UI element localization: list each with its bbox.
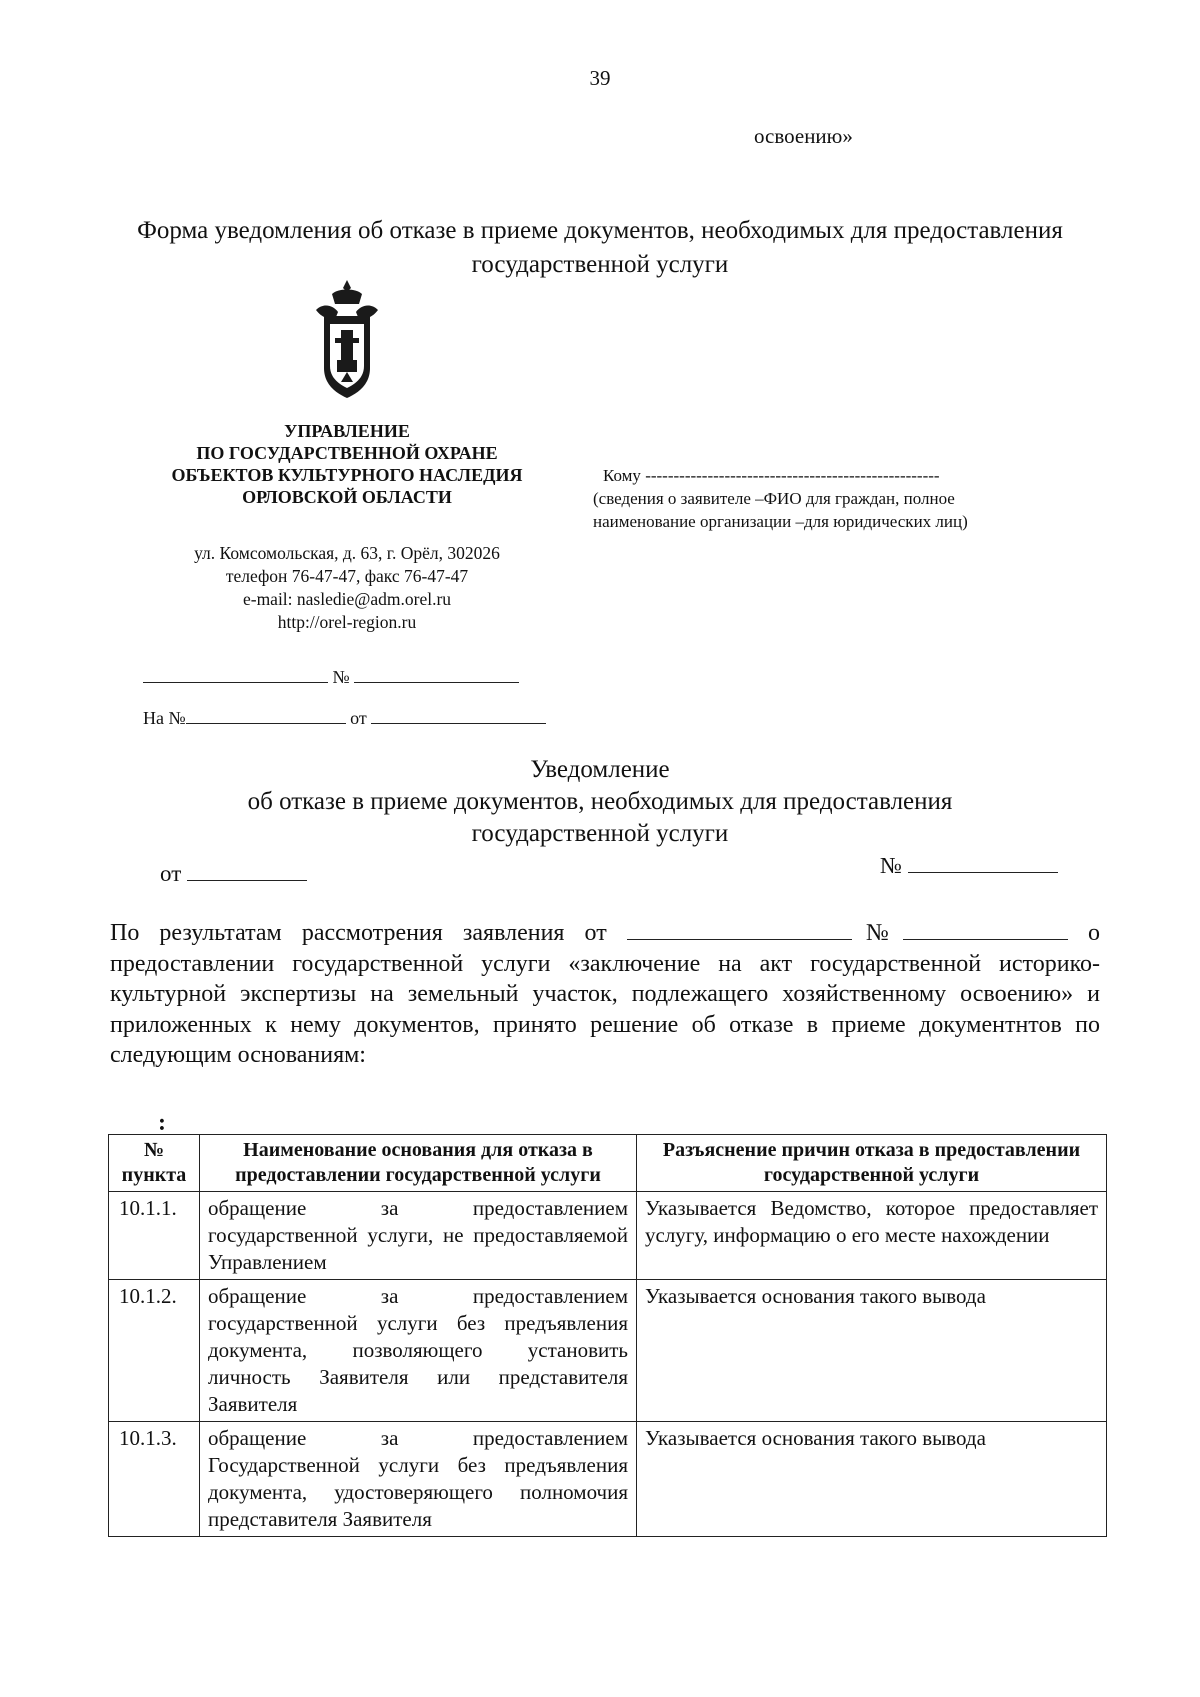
coat-of-arms-emblem — [304, 276, 390, 404]
row-reason: Указывается Ведомство, которое предоставляет услугу, информацию о его месте нахождении — [637, 1192, 1107, 1280]
row-item-number: 10.1.2. — [109, 1280, 200, 1422]
registration-line — [143, 666, 519, 688]
table-header-row — [109, 1135, 1107, 1192]
row-reason: Указывается основания такого вывода — [637, 1280, 1107, 1422]
table-row — [109, 1422, 1107, 1537]
notice-subtitle: государственной услуги — [471, 820, 729, 847]
recipient-dashes: ---------------------------------------------------- — [645, 466, 940, 485]
row-ground: обращение за предоставлением государственной услуги, не предоставляемой Управлением — [200, 1192, 637, 1280]
outgoing-no-label: № — [332, 667, 350, 687]
authority-email: e-mail: nasledie@adm.orel.ru — [242, 589, 452, 609]
form-title: Форма уведомления об отказе в приеме документов, необходимых для предоставления государственной услуги — [137, 217, 1063, 278]
application-date-blank — [627, 919, 852, 940]
table-row — [109, 1192, 1107, 1280]
reply-date-blank — [371, 707, 546, 724]
reply-line — [143, 707, 546, 729]
authority-contacts — [132, 542, 562, 634]
outgoing-date-blank — [143, 666, 328, 683]
authority-line: ПО ГОСУДАРСТВЕННОЙ ОХРАНЕ — [196, 443, 498, 463]
previous-page-continuation: освоению» — [754, 124, 853, 148]
authority-line: ОБЪЕКТОВ КУЛЬТУРНОГО НАСЛЕДИЯ — [171, 465, 523, 485]
row-item-number: 10.1.1. — [109, 1192, 200, 1280]
header-item-number: № пункта — [109, 1135, 200, 1192]
row-item-number: 10.1.3. — [109, 1422, 200, 1537]
reply-from-label: от — [350, 708, 367, 728]
authority-line: УПРАВЛЕНИЕ — [284, 421, 410, 441]
authority-line: ОРЛОВСКОЙ ОБЛАСТИ — [242, 487, 452, 507]
body-main: о предоставлении государственной услуги «заключение на акт государственной историко-культурной экспертизы на земельный участок, подлежащего хозяйственному освоению» и приложенных к нему документов, принято решение об отказе в приеме документнтов по следующим основаниям: — [110, 920, 1100, 1068]
notice-no-label: № — [880, 853, 902, 878]
outgoing-no-blank — [354, 666, 519, 683]
authority-website: http://orel-region.ru — [277, 612, 417, 632]
notice-heading — [130, 754, 1070, 850]
notice-date-blank — [187, 860, 307, 881]
notice-subtitle: об отказе в приеме документов, необходимых для предоставления — [247, 788, 953, 815]
recipient-label: Кому — [603, 466, 641, 485]
application-no-blank — [903, 919, 1068, 940]
header-ground: Наименование основания для отказа в предоставлении государственной услуги — [200, 1135, 637, 1192]
notice-body — [110, 918, 1100, 1071]
notice-title: Уведомление — [530, 756, 670, 783]
row-reason: Указывается основания такого вывода — [637, 1422, 1107, 1537]
application-no-label: № — [851, 920, 903, 946]
refusal-grounds-table — [108, 1134, 1107, 1537]
row-ground: обращение за предоставлением государственной услуги без предъявления документа, позволяющего установить личность Заявителя или представителя Заявителя — [200, 1280, 637, 1422]
recipient-note-line: наименование организации –для юридических лиц) — [593, 512, 968, 531]
authority-name — [132, 420, 562, 508]
table-row — [109, 1280, 1107, 1422]
recipient-field — [603, 464, 940, 488]
notice-date — [160, 860, 307, 887]
reply-no-label: На № — [143, 708, 186, 728]
body-intro: По результатам рассмотрения заявления от — [110, 920, 607, 946]
stray-colon: : — [158, 1110, 166, 1136]
row-ground: обращение за предоставлением Государственной услуги без предъявления документа, удостоверяющего полномочия представителя Заявителя — [200, 1422, 637, 1537]
recipient-note — [593, 487, 1063, 533]
page-number: 39 — [589, 66, 611, 90]
authority-phone: телефон 76-47-47, факс 76-47-47 — [225, 566, 469, 586]
authority-address: ул. Комсомольская, д. 63, г. Орёл, 302026 — [194, 543, 500, 563]
recipient-note-line: (сведения о заявителе –ФИО для граждан, полное — [593, 489, 955, 508]
header-reason: Разъяснение причин отказа в предоставлении государственной услуги — [637, 1135, 1107, 1192]
notice-date-label: от — [160, 861, 182, 886]
reply-no-blank — [186, 707, 346, 724]
notice-number — [880, 852, 1058, 879]
notice-no-blank — [908, 852, 1058, 873]
